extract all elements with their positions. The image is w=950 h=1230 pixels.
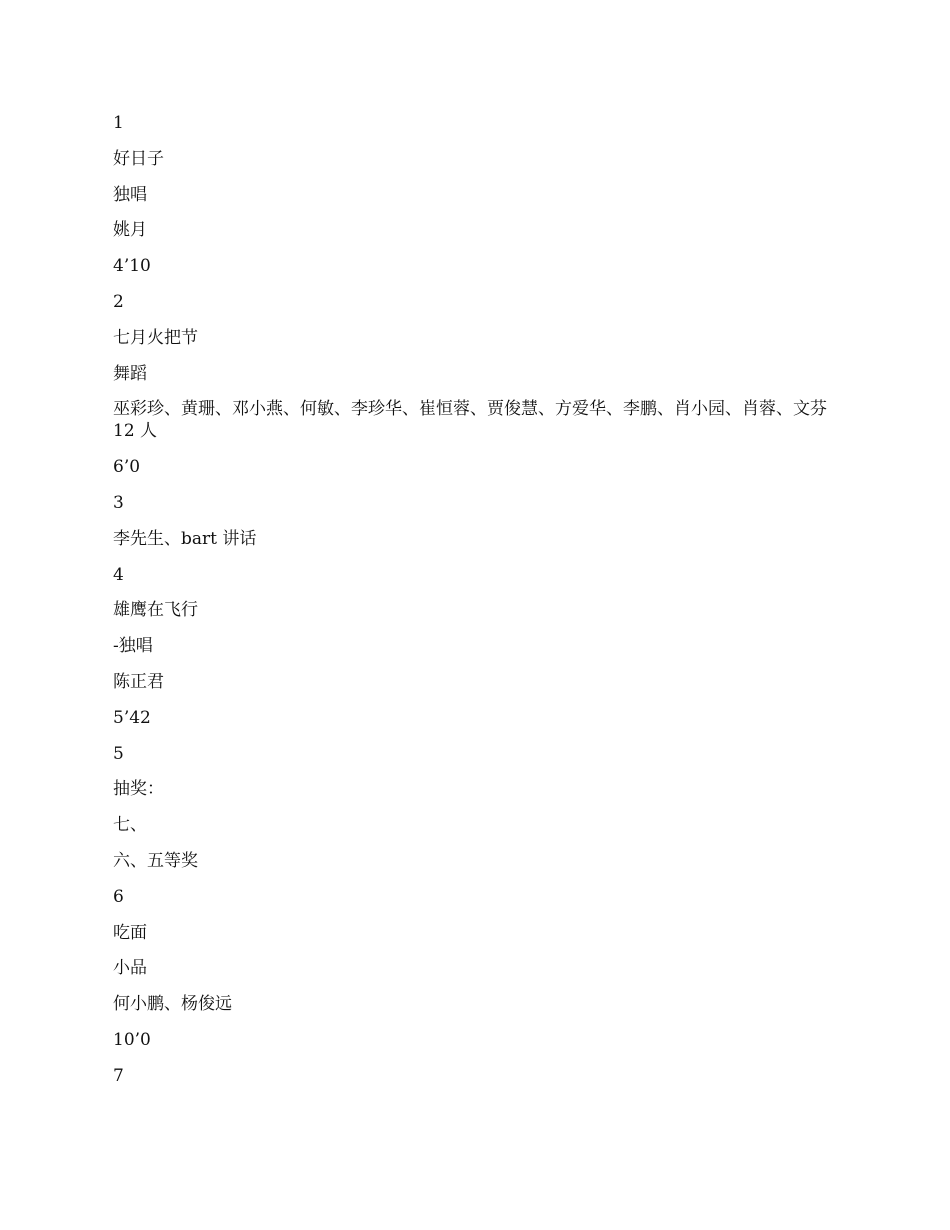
item-number: 6 [113, 886, 124, 907]
performer: 陈正君 [113, 671, 164, 692]
duration: 6’0 [113, 457, 141, 478]
item-number: 1 [113, 113, 124, 133]
program-title: 李先生、bart 讲话 [113, 528, 257, 549]
program-title: 七月火把节 [113, 327, 198, 348]
performer: 何小鹏、杨俊远 [113, 994, 232, 1015]
program-type: 舞蹈 [113, 363, 147, 384]
item-number: 5 [113, 743, 124, 764]
duration: 5’42 [113, 707, 151, 728]
program-title: 雄鹰在飞行 [113, 600, 198, 621]
duration: 4’10 [113, 256, 151, 277]
program-detail: 七、 [113, 815, 147, 836]
program-type: 独唱 [113, 184, 147, 205]
item-number: 2 [113, 291, 124, 312]
performer: 姚月 [113, 220, 147, 241]
item-number: 4 [113, 564, 124, 585]
item-number: 7 [113, 1065, 124, 1086]
performer: 巫彩珍、黄珊、邓小燕、何敏、李珍华、崔恒蓉、贾俊慧、方爱华、李鹏、肖小园、肖蓉、文芬 12 人 [113, 399, 827, 442]
duration: 10’0 [113, 1029, 151, 1050]
program-list [113, 112, 828, 1101]
program-type: 小品 [113, 958, 147, 979]
program-title: 好日子 [113, 148, 164, 169]
program-title: 抽奖： [113, 779, 164, 800]
item-number: 3 [113, 492, 124, 513]
program-title: 吃面 [113, 922, 147, 943]
program-detail: 六、五等奖 [113, 850, 198, 871]
program-type: -独唱 [113, 636, 153, 657]
